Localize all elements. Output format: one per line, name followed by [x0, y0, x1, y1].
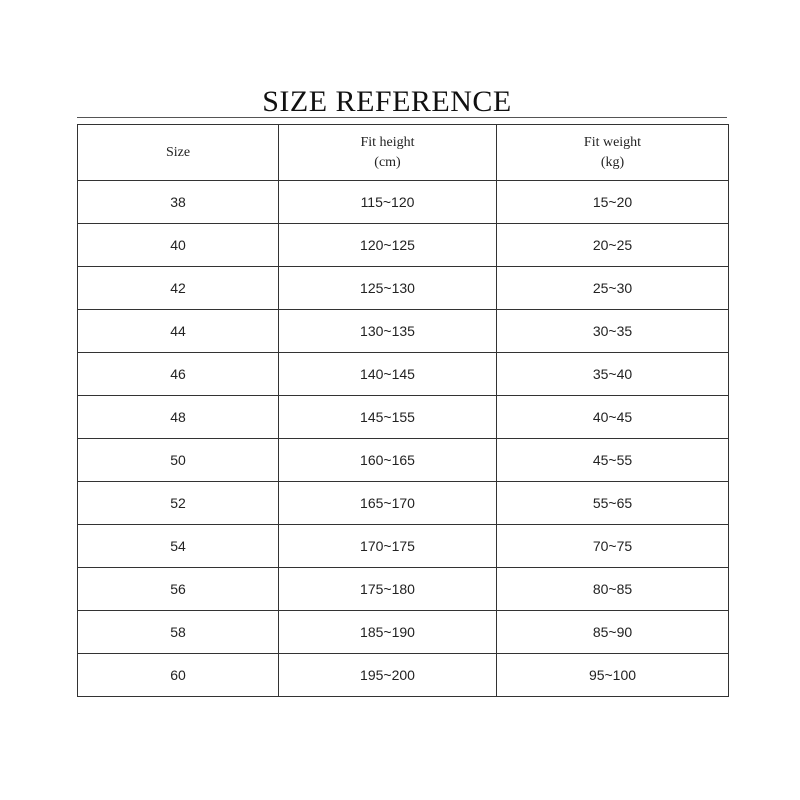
page-title: SIZE REFERENCE [262, 85, 512, 118]
cell-weight: 30~35 [497, 310, 729, 353]
cell-weight: 45~55 [497, 439, 729, 482]
cell-height: 130~135 [279, 310, 497, 353]
table-row [78, 267, 729, 310]
cell-size: 38 [78, 181, 279, 224]
cell-size: 50 [78, 439, 279, 482]
table-row [78, 396, 729, 439]
cell-height: 185~190 [279, 611, 497, 654]
cell-weight: 95~100 [497, 654, 729, 697]
cell-size: 52 [78, 482, 279, 525]
cell-height: 195~200 [279, 654, 497, 697]
table-row [78, 224, 729, 267]
cell-weight: 15~20 [497, 181, 729, 224]
cell-weight: 80~85 [497, 568, 729, 611]
table-row [78, 611, 729, 654]
cell-size: 60 [78, 654, 279, 697]
cell-height: 145~155 [279, 396, 497, 439]
header-fit-weight [497, 125, 729, 181]
cell-weight: 40~45 [497, 396, 729, 439]
table-row [78, 181, 729, 224]
cell-weight: 55~65 [497, 482, 729, 525]
cell-weight: 25~30 [497, 267, 729, 310]
cell-height: 175~180 [279, 568, 497, 611]
header-fit-height-unit: (cm) [374, 154, 401, 170]
cell-height: 115~120 [279, 181, 497, 224]
cell-size: 58 [78, 611, 279, 654]
title-divider [77, 117, 727, 118]
table-row [78, 353, 729, 396]
table-row [78, 568, 729, 611]
cell-height: 160~165 [279, 439, 497, 482]
table-row [78, 525, 729, 568]
table-header-row [78, 125, 729, 181]
table-row [78, 439, 729, 482]
cell-height: 170~175 [279, 525, 497, 568]
cell-weight: 20~25 [497, 224, 729, 267]
header-fit-weight-label: Fit weight [583, 134, 642, 150]
cell-height: 120~125 [279, 224, 497, 267]
table-row [78, 482, 729, 525]
cell-size: 56 [78, 568, 279, 611]
table-row [78, 310, 729, 353]
header-size [78, 125, 279, 181]
header-fit-height-label: Fit height [360, 134, 415, 150]
cell-weight: 85~90 [497, 611, 729, 654]
cell-weight: 70~75 [497, 525, 729, 568]
cell-weight: 35~40 [497, 353, 729, 396]
cell-size: 40 [78, 224, 279, 267]
cell-height: 140~145 [279, 353, 497, 396]
header-fit-height [279, 125, 497, 181]
size-reference-table [77, 124, 729, 697]
cell-size: 54 [78, 525, 279, 568]
cell-size: 46 [78, 353, 279, 396]
cell-size: 44 [78, 310, 279, 353]
table-row [78, 654, 729, 697]
cell-size: 42 [78, 267, 279, 310]
cell-height: 125~130 [279, 267, 497, 310]
cell-height: 165~170 [279, 482, 497, 525]
header-size-label: Size [165, 144, 191, 160]
header-fit-weight-unit: (kg) [600, 154, 625, 170]
cell-size: 48 [78, 396, 279, 439]
